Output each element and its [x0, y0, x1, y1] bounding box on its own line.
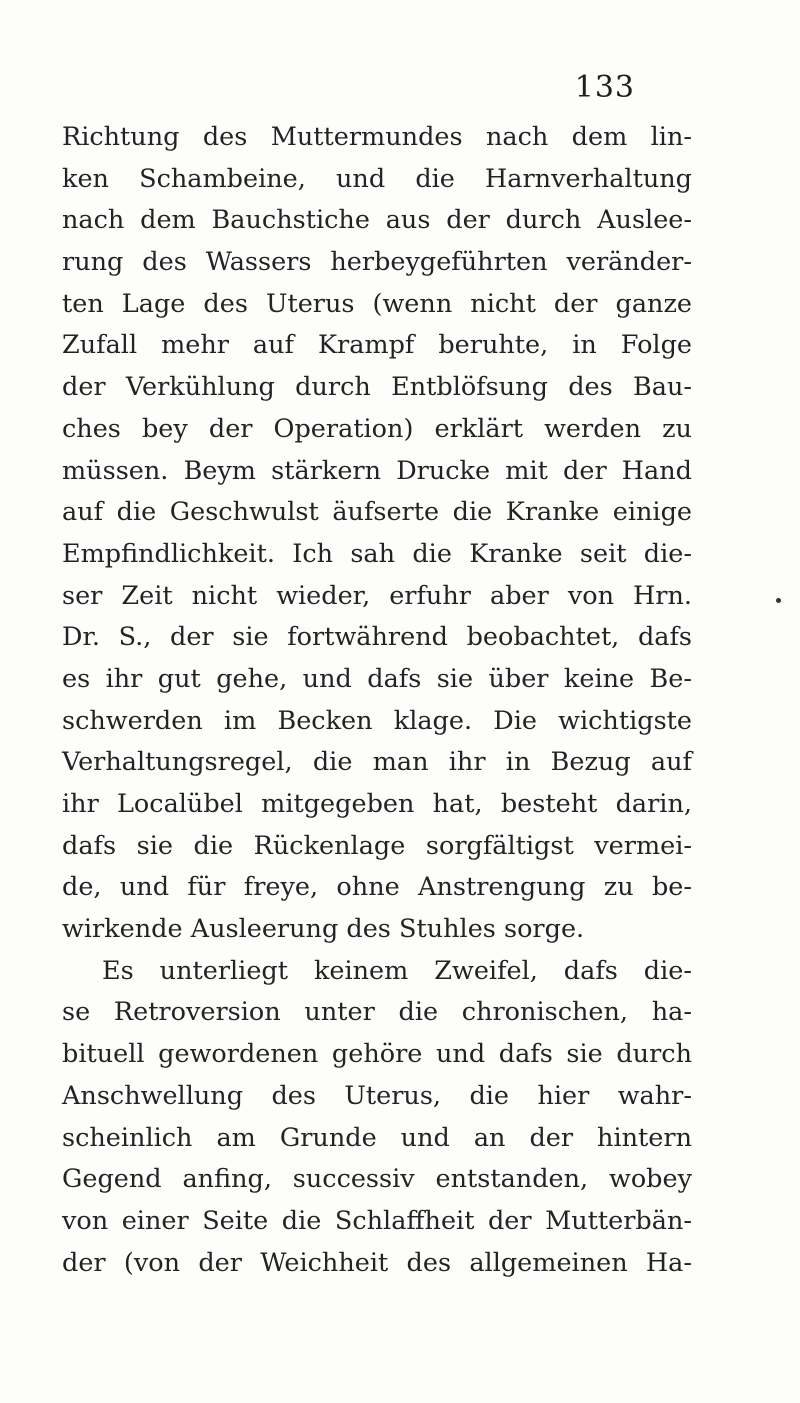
text-line-19: de, und für freye, ohne Anstrengung zu be- [62, 872, 692, 903]
page-number: 133 [574, 70, 635, 105]
margin-ink-speck [776, 598, 781, 603]
text-line-5: ten Lage des Uterus (wenn nicht der ganze [62, 288, 692, 319]
text-line-16: Verhaltungsregel, die man ihr in Bezug auf [62, 747, 692, 778]
text-line-28: der (von der Weichheit des allgemeinen Ha- [62, 1247, 692, 1278]
text-line-9: müssen. Beym stärkern Drucke mit der Hand [62, 455, 692, 486]
body-text [62, 117, 692, 1284]
text-line-23: bituell gewordenen gehöre und dafs sie durch [62, 1039, 692, 1070]
text-line-7: der Verkühlung durch Entblöfsung des Bau- [62, 372, 692, 403]
text-line-8: ches bey der Operation) erklärt werden zu [62, 413, 692, 444]
text-line-24: Anschwellung des Uterus, die hier wahr- [62, 1080, 692, 1111]
text-line-2: ken Schambeine, und die Harnverhaltung [62, 163, 692, 194]
text-line-25: scheinlich am Grunde und an der hintern [62, 1122, 692, 1153]
text-line-17: ihr Localübel mitgegeben hat, besteht darin, [62, 789, 692, 819]
text-line-12: ser Zeit nicht wieder, erfuhr aber von Hrn. [62, 580, 692, 611]
text-line-22: se Retroversion unter die chronischen, ha- [62, 997, 692, 1028]
text-line-10: auf die Geschwulst äufserte die Kranke einige [62, 497, 692, 528]
text-line-18: dafs sie die Rückenlage sorgfältigst vermei- [62, 830, 692, 861]
text-line-11: Empfindlichkeit. Ich sah die Kranke seit die- [62, 538, 692, 569]
text-line-3: nach dem Bauchstiche aus der durch Auslee- [62, 205, 692, 236]
text-line-14: es ihr gut gehe, und dafs sie über keine Be- [62, 663, 692, 694]
text-line-20: wirkende Ausleerung des Stuhles sorge. [62, 914, 585, 945]
text-line-1: Richtung des Muttermundes nach dem lin- [62, 122, 692, 152]
text-line-27: von einer Seite die Schlaffheit der Mutterbän- [62, 1205, 692, 1236]
text-line-6: Zufall mehr auf Krampf beruhte, in Folge [62, 330, 692, 361]
text-line-15: schwerden im Becken klage. Die wichtigste [62, 705, 692, 736]
text-line-21: Es unterliegt keinem Zweifel, dafs die- [102, 955, 692, 986]
text-line-26: Gegend anfing, successiv entstanden, wobey [62, 1164, 692, 1195]
text-line-13: Dr. S., der sie fortwährend beobachtet, dafs [62, 622, 692, 653]
text-line-4: rung des Wassers herbeygeführten veränder- [62, 247, 692, 278]
